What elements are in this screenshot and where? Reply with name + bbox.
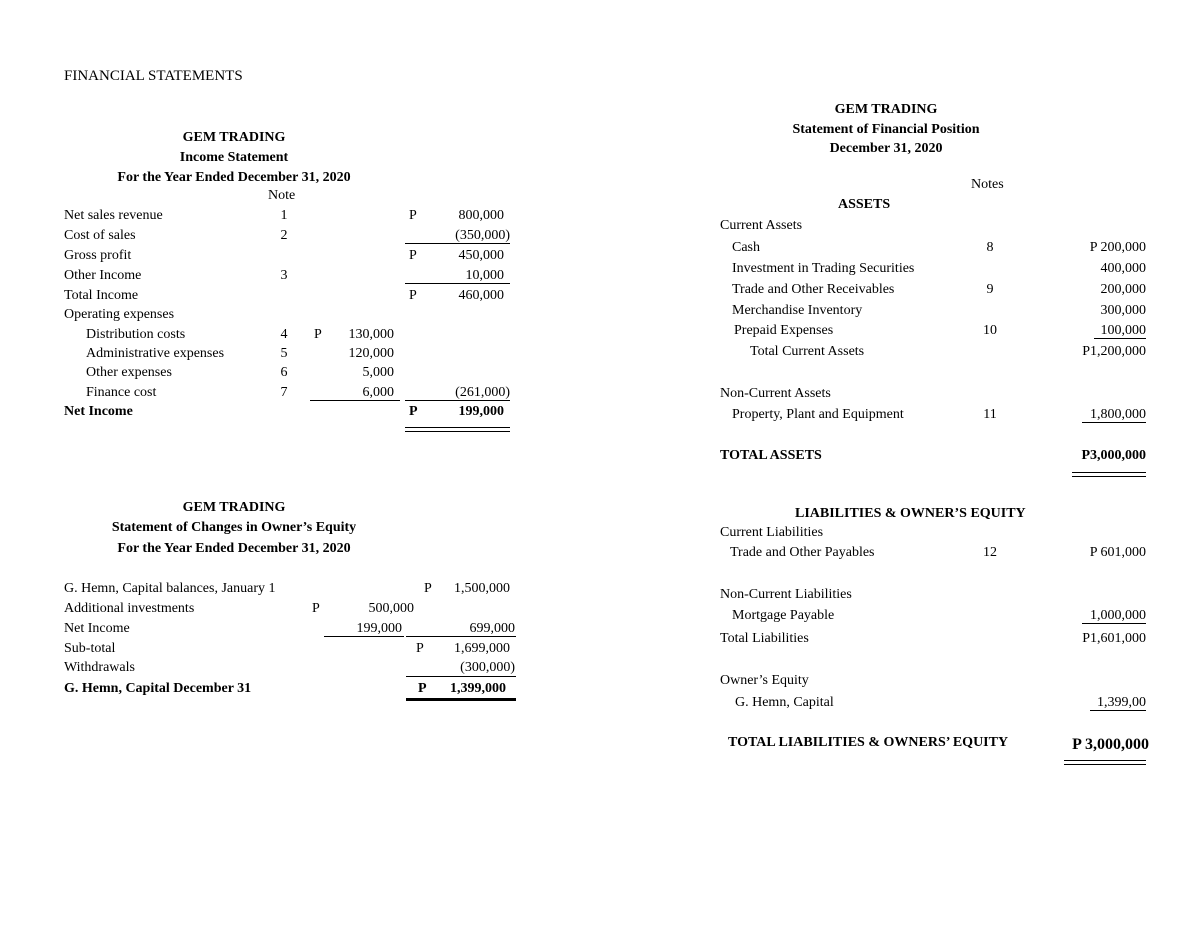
position-notes-header: Notes: [971, 177, 1004, 192]
asset-amount: 100,000: [1100, 323, 1146, 338]
liabilities-equity-header: LIABILITIES & OWNER’S EQUITY: [795, 506, 1026, 521]
asset-note: 9: [986, 282, 994, 297]
underline: [406, 636, 516, 637]
income-row-label: Other Income: [64, 268, 142, 283]
income-note-header: Note: [268, 188, 296, 203]
equity-amount: 1,699,000: [454, 641, 510, 656]
asset-note: 10: [983, 323, 997, 338]
mortgage-label: Mortgage Payable: [732, 608, 835, 623]
income-row-label: Distribution costs: [86, 327, 186, 342]
income-row-label: Gross profit: [64, 248, 132, 263]
noncurrent-assets-label: Non-Current Assets: [720, 386, 831, 401]
equity-row-label: Net Income: [64, 621, 130, 636]
page-title: FINANCIAL STATEMENTS: [64, 68, 243, 84]
net-income-amount: 199,000: [458, 404, 504, 419]
position-title: Statement of Financial Position: [792, 122, 980, 137]
trade-payables-label: Trade and Other Payables: [730, 545, 875, 560]
income-note: 3: [280, 268, 288, 283]
income-amount: 450,000: [458, 248, 504, 263]
position-company: GEM TRADING: [834, 102, 938, 117]
equity-row-label: Additional investments: [64, 601, 195, 616]
equity-row-label: G. Hemn, Capital balances, January 1: [64, 581, 276, 596]
income-note: 1: [280, 208, 288, 223]
income-period: For the Year Ended December 31, 2020: [117, 170, 351, 185]
income-amount: (350,000): [455, 228, 510, 243]
total-liabilities-label: Total Liabilities: [720, 631, 809, 646]
equity-amount: 1,500,000: [454, 581, 510, 596]
income-row-label: Net Income: [64, 404, 133, 419]
currency-symbol: P: [314, 327, 322, 342]
equity-period: For the Year Ended December 31, 2020: [117, 541, 351, 556]
income-row-label: Total Income: [64, 288, 139, 303]
asset-label: Merchandise Inventory: [732, 303, 863, 318]
income-amount: 800,000: [458, 208, 504, 223]
underline: [405, 400, 510, 401]
currency-symbol: P: [312, 601, 320, 616]
income-sub-amount: 130,000: [348, 327, 394, 342]
income-amount: 10,000: [465, 268, 504, 283]
currency-symbol: P: [409, 288, 417, 303]
underline: [405, 243, 510, 244]
assets-header: ASSETS: [838, 197, 891, 212]
equity-row-label: Withdrawals: [64, 660, 135, 675]
currency-symbol: P: [418, 681, 427, 696]
underline: [1090, 710, 1146, 711]
total-assets-label: TOTAL ASSETS: [720, 448, 822, 463]
equity-amount: 699,000: [469, 621, 515, 636]
income-row-label: Operating expenses: [64, 307, 175, 322]
underline: [406, 676, 516, 677]
income-row-label: Cost of sales: [64, 228, 136, 243]
income-sub-amount: 5,000: [362, 365, 394, 380]
asset-note: 8: [986, 240, 994, 255]
income-row-label: Administrative expenses: [86, 346, 225, 361]
total-current-assets-label: Total Current Assets: [750, 344, 865, 359]
income-note: 5: [280, 346, 288, 361]
underline: [1082, 422, 1146, 423]
total-current-assets-amount: P1,200,000: [1082, 344, 1146, 359]
underline: [324, 636, 404, 637]
income-sub-amount: 6,000: [362, 385, 394, 400]
underline: [405, 283, 510, 284]
equity-row-label: Sub-total: [64, 641, 116, 656]
equity-company: GEM TRADING: [182, 500, 286, 515]
equity-sub-amount: 199,000: [356, 621, 402, 636]
equity-amount: (300,000): [460, 660, 515, 675]
position-date: December 31, 2020: [829, 141, 943, 156]
asset-label: Cash: [732, 240, 760, 255]
ppe-label: Property, Plant and Equipment: [732, 407, 904, 422]
equity-title: Statement of Changes in Owner’s Equity: [111, 520, 357, 535]
double-underline: [405, 427, 510, 432]
income-note: 7: [280, 385, 288, 400]
trade-payables-note: 12: [983, 545, 997, 560]
owners-equity-label: Owner’s Equity: [720, 673, 809, 688]
double-underline: [1064, 760, 1146, 765]
income-amount: 460,000: [458, 288, 504, 303]
asset-label: Investment in Trading Securities: [732, 261, 915, 276]
currency-symbol: P: [409, 404, 418, 419]
income-row-label: Finance cost: [86, 385, 157, 400]
income-company: GEM TRADING: [182, 130, 286, 145]
currency-symbol: P: [409, 248, 417, 263]
trade-payables-amount: P 601,000: [1089, 545, 1146, 560]
current-assets-label: Current Assets: [720, 218, 803, 233]
income-sub-amount: 120,000: [348, 346, 394, 361]
underline: [1094, 338, 1146, 339]
currency-symbol: P: [424, 581, 432, 596]
thick-underline: [406, 698, 516, 701]
income-row-label: Net sales revenue: [64, 208, 163, 223]
equity-row-label: G. Hemn, Capital December 31: [64, 681, 252, 696]
equity-sub-amount: 500,000: [368, 601, 414, 616]
mortgage-amount: 1,000,000: [1090, 608, 1146, 623]
asset-label: Prepaid Expenses: [734, 323, 834, 338]
underline: [1082, 623, 1146, 624]
total-liabilities-amount: P1,601,000: [1082, 631, 1146, 646]
total-liabilities-equity-amount: P 3,000,000: [1072, 736, 1149, 753]
ppe-amount: 1,800,000: [1090, 407, 1146, 422]
income-note: 4: [280, 327, 288, 342]
asset-amount: 300,000: [1100, 303, 1146, 318]
total-liabilities-equity-label: TOTAL LIABILITIES & OWNERS’ EQUITY: [728, 735, 1009, 750]
capital-label: G. Hemn, Capital: [735, 695, 834, 710]
current-liabilities-label: Current Liabilities: [720, 525, 824, 540]
total-assets-amount: P3,000,000: [1081, 448, 1146, 463]
income-row-label: Other expenses: [86, 365, 172, 380]
underline: [310, 400, 400, 401]
asset-amount: P 200,000: [1089, 240, 1146, 255]
capital-amount: 1,399,00: [1097, 695, 1146, 710]
ppe-note: 11: [983, 407, 997, 422]
ending-capital-amount: 1,399,000: [450, 681, 506, 696]
asset-amount: 200,000: [1100, 282, 1146, 297]
income-title: Income Statement: [179, 150, 289, 165]
double-underline: [1072, 472, 1146, 477]
currency-symbol: P: [409, 208, 417, 223]
income-note: 6: [280, 365, 288, 380]
income-amount: (261,000): [455, 385, 510, 400]
income-note: 2: [280, 228, 288, 243]
noncurrent-liabilities-label: Non-Current Liabilities: [720, 587, 852, 602]
asset-label: Trade and Other Receivables: [732, 282, 895, 297]
currency-symbol: P: [416, 641, 424, 656]
asset-amount: 400,000: [1100, 261, 1146, 276]
